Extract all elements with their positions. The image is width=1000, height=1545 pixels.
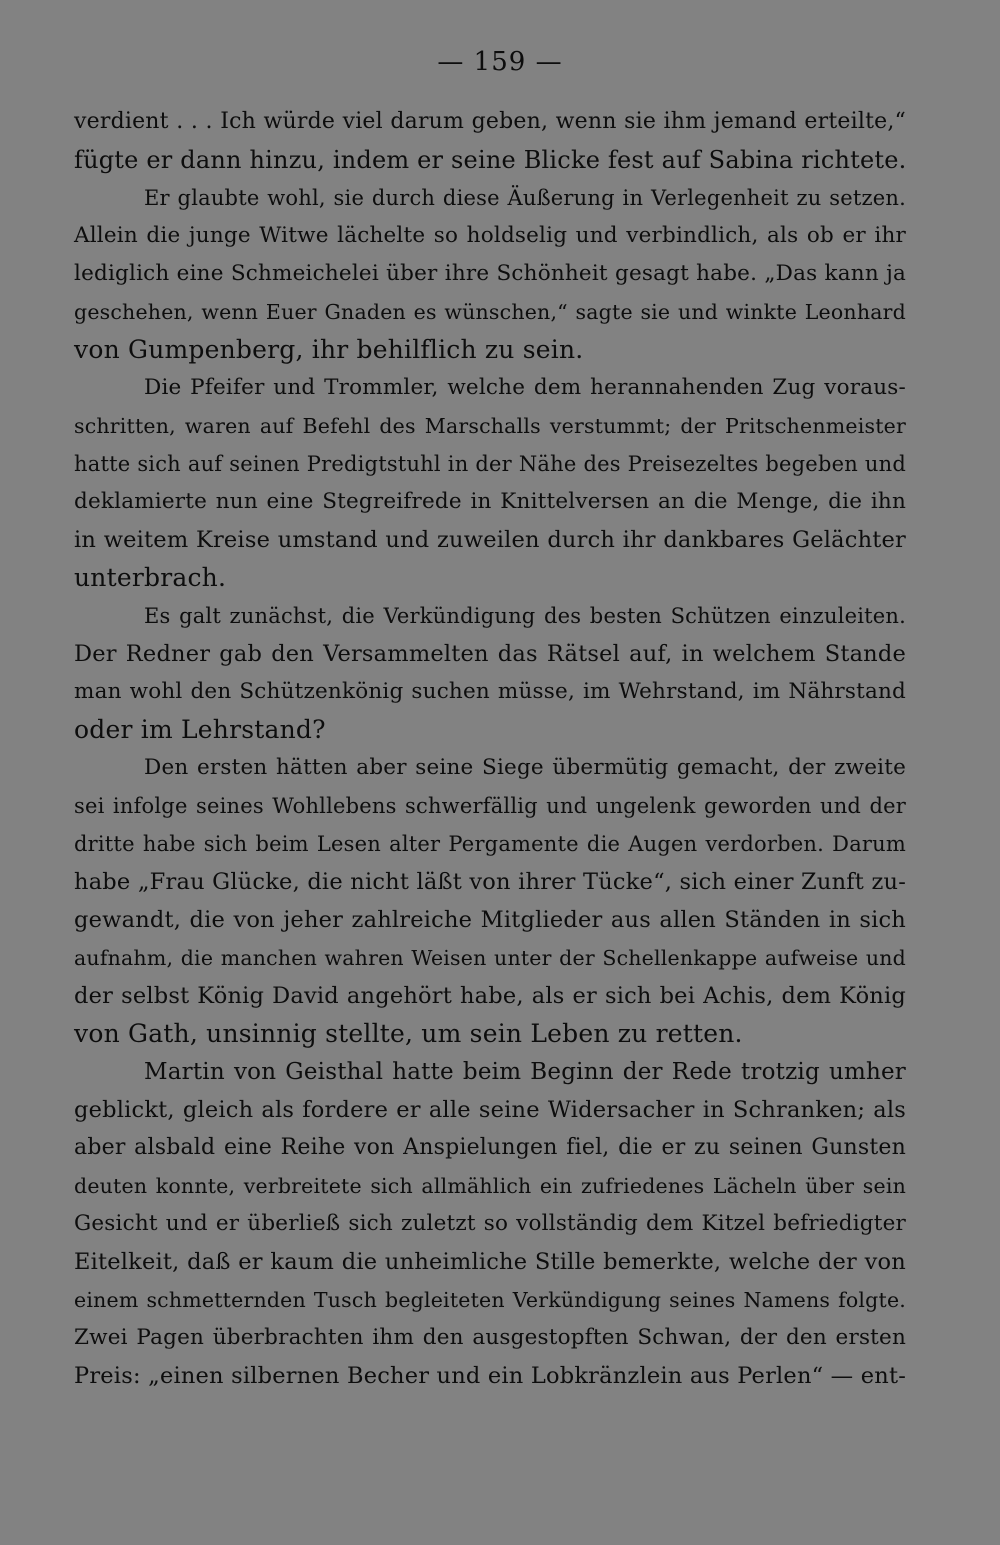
text-line: Der Redner gab den Versammelten das Rätsel auf, in welchem Stande (74, 641, 906, 667)
text-line: aber alsbald eine Reihe von Anspielungen fiel, die er zu seinen Gunsten (74, 1135, 906, 1160)
body-text (74, 103, 906, 1395)
text-line: Er glaubte wohl, sie durch diese Äußerung in Verlegenheit zu setzen. (144, 186, 906, 210)
text-line: man wohl den Schützenkönig suchen müsse, im Wehrstand, im Nährstand (74, 679, 906, 704)
text-line: einem schmetternden Tusch begleiteten Verkündigung seines Namens folgte. (74, 1288, 906, 1312)
text-line: verdient . . . Ich würde viel darum geben, wenn sie ihm jemand erteilte,“ (74, 109, 906, 134)
text-line: dritte habe sich beim Lesen alter Pergamente die Augen verdorben. Darum (74, 832, 906, 856)
text-line: Preis: „einen silbernen Becher und ein Lobkränzlein aus Perlen“ — ent- (74, 1363, 906, 1389)
text-line: Eitelkeit, daß er kaum die unheimliche Stille bemerkte, welche der von (74, 1249, 906, 1275)
text-line: Die Pfeifer und Trommler, welche dem herannahenden Zug voraus- (144, 375, 906, 400)
text-line: Martin von Geisthal hatte beim Beginn der Rede trotzig umher (144, 1059, 906, 1085)
text-line: geschehen, wenn Euer Gnaden es wünschen,“ sagte sie und winkte Leonhard (74, 300, 906, 324)
paragraph (74, 1053, 906, 1395)
paragraph (74, 369, 906, 597)
text-line: Zwei Pagen überbrachten ihm den ausgestopften Schwan, der den ersten (74, 1325, 906, 1350)
text-line: deuten konnte, verbreitete sich allmählich ein zufriedenes Lächeln über sein (74, 1174, 906, 1198)
paragraph (74, 103, 906, 179)
text-line: schritten, waren auf Befehl des Marschalls verstummt; der Pritschenmeister (74, 414, 906, 438)
text-line: von Gath, unsinnig stellte, um sein Leben zu retten. (74, 1019, 743, 1048)
text-line: Allein die junge Witwe lächelte so holdselig und verbindlich, als ob er ihr (74, 223, 906, 248)
text-line: Den ersten hätten aber seine Siege übermütig gemacht, der zweite (144, 755, 906, 780)
text-line: Es galt zunächst, die Verkündigung des besten Schützen einzuleiten. (144, 604, 906, 628)
paragraph (74, 597, 906, 749)
text-line: oder im Lehrstand? (74, 715, 326, 744)
text-line: habe „Frau Glücke, die nicht läßt von ihrer Tücke“, sich einer Zunft zu- (74, 869, 906, 895)
text-line: gewandt, die von jeher zahlreiche Mitglieder aus allen Ständen in sich (74, 907, 906, 933)
text-line: von Gumpenberg, ihr behilflich zu sein. (74, 335, 584, 364)
text-line: der selbst König David angehört habe, als er sich bei Achis, dem König (74, 983, 906, 1009)
paragraph (74, 179, 906, 369)
text-line: sei infolge seines Wohllebens schwerfällig und ungelenk geworden und der (74, 794, 906, 818)
text-line: deklamierte nun eine Stegreifrede in Knittelversen an die Menge, die ihn (74, 489, 906, 514)
text-line: geblickt, gleich als fordere er alle seine Widersacher in Schranken; als (74, 1097, 906, 1123)
text-line: lediglich eine Schmeichelei über ihre Schönheit gesagt habe. „Das kann ja (74, 261, 906, 286)
text-line: in weitem Kreise umstand und zuweilen durch ihr dankbares Gelächter (74, 527, 906, 553)
text-line: hatte sich auf seinen Predigtstuhl in der Nähe des Preisezeltes begeben und (74, 452, 906, 476)
page-number: — 159 — (437, 47, 563, 77)
text-line: fügte er dann hinzu, indem er seine Blicke fest auf Sabina richtete. (74, 146, 907, 174)
text-line: unterbrach. (74, 563, 227, 592)
paragraph (74, 749, 906, 1053)
text-line: Gesicht und er überließ sich zuletzt so vollständig dem Kitzel befriedigter (74, 1211, 906, 1236)
text-line: aufnahm, die manchen wahren Weisen unter der Schellenkappe aufweise und (74, 946, 906, 970)
